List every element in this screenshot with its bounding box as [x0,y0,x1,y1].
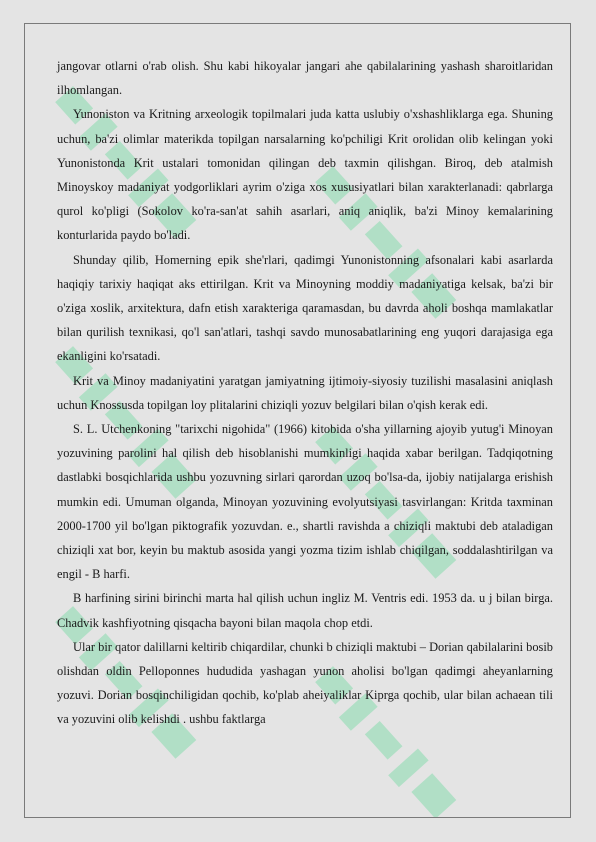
paragraph: Shunday qilib, Homerning epik she'rlari, qadimgi Yunonistonning afsonalari kabi asarlarda haqiqiy tarixiy haqiqat aks ettirilgan. Krit va Minoyning moddiy madaniyatiga kelsak, ba'zi bir o'ziga xoslik, arxitektura, dafn etish xarakteriga qaramasdan, bu davrda aholi boshqa mamlakatlar bilan qurilish texnikasi, qo'l san'atlari, tashqi savdo munosabatlarining eng yuqori darajasiga ega ekanligini ko'rsatadi. [57,252,553,364]
document-body [57,54,553,732]
paragraph: Krit va Minoy madaniyatini yaratgan jamiyatning ijtimoiy-siyosiy tuzilishi masalasini aniqlash uchun Knossusda topilgan loy plitalarini chiziqli yozuv belgilari bilan o'qish kerak edi. [57,373,553,412]
paragraph: jangovar otlarni o'rab olish. Shu kabi hikoyalar jangari ahe qabilalarining yashash sharoitlaridan ilhomlangan. [57,59,553,98]
paragraph: Yunoniston va Kritning arxeologik topilmalari juda katta uslubiy o'xshashliklarga ega. Shuning uchun, ba'zi olimlar materikda topilgan narsalarning ko'pchiligi Krit orolidan olib kelingan yoki Yunonistonda Krit ustalari tomonidan qilingan deb taxmin qilishgan. Biroq, deb atalmish Minoyskoy madaniyat yodgorliklari ayrim o'ziga xos xususiyatlari bilan xarakterlanadi: qabrlarga qurol ko'pligi (Sokolov ko'ra-san'at sahih asarlari, aniq aniqlik, ba'zi Minoy kemalarining konturlarida paydo bo'ladi. [57,107,553,243]
paragraph: Ular bir qator dalillarni keltirib chiqardilar, chunki b chiziqli maktubi – Dorian qabilalarini bosib olishdan oldin Pelloponnes hududida yashagan yunon aholisi bo'lgan qadimgi aheyanlarning yozuvi. Dorian bosqinchiligidan qochib, ko'plab aheiyaliklar Kiprga qochib, ular bilan achaean tili va yozuvini olib kelishdi . ushbu faktlarga [57,639,553,727]
paragraph: S. L. Utchenkoning "tarixchi nigohida" (1966) kitobida o'sha yillarning ajoyib yutug'i Minoyan yozuvining parolini hal qilish deb hisoblanishi mumkinligi haqida xabar berilgan. Tadqiqotning dastlabki bosqichlarida ushbu yozuvning sirlari qarordan uzoq bo'lsa-da, ijobiy natijalarga erishish mumkin edi. Umuman olganda, Minoyan yozuvining evolyutsiyasi tasvirlangan: Kritda taxminan 2000-1700 yil bo'lgan piktografik yozuvdan. e., shartli ravishda a chiziqli maktubi deb ataladigan chiziqli xat bor, keyin bu maktub asosida yangi yozma tizim ishlab chiqilgan, soddalashtirilgan va engil - B harfi. [57,422,553,582]
paragraph: B harfining sirini birinchi marta hal qilish uchun ingliz M. Ventris edi. 1953 da. u j bilan birga. Chadvik kashfiyotning qisqacha bayoni bilan maqola chop etdi. [57,591,553,630]
page-frame [24,23,571,818]
